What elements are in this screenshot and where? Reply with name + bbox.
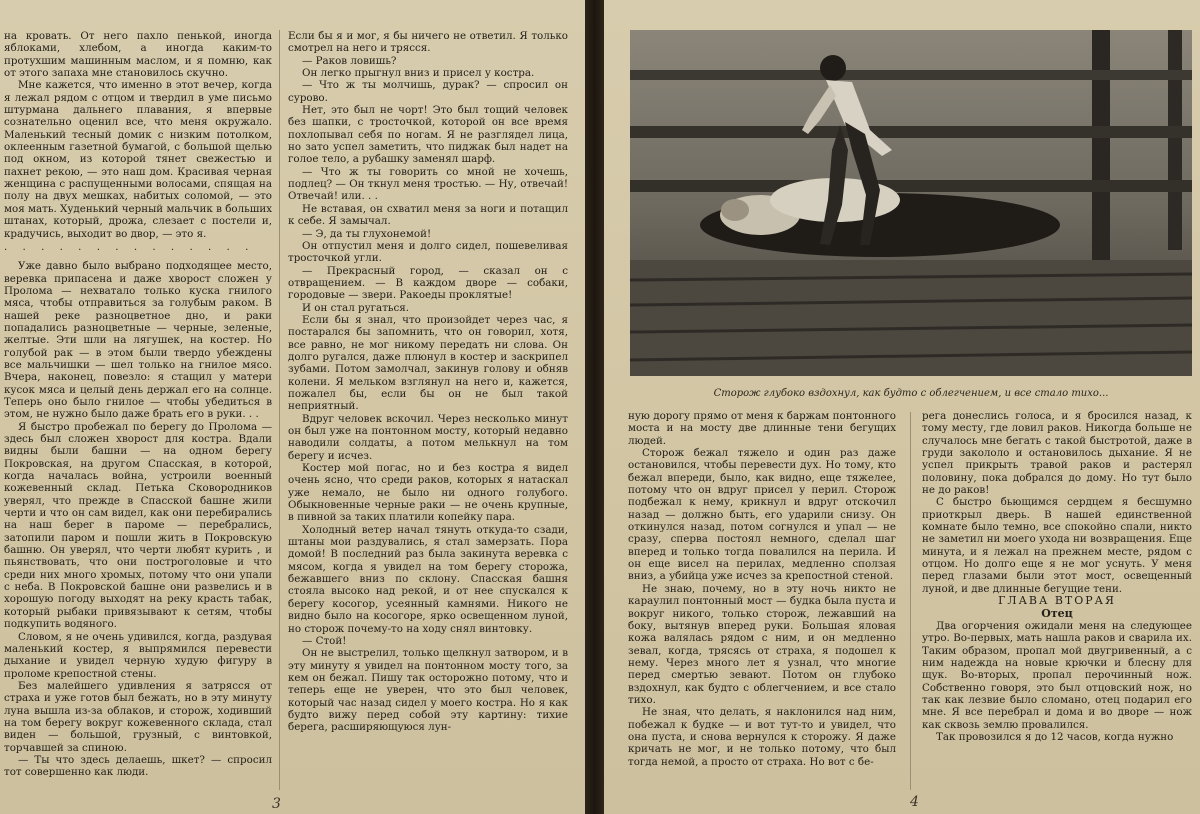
right-page [604, 0, 1200, 814]
page-number: 3 [272, 796, 281, 812]
paragraph: ную дорогу прямо от меня к баржам понтонного моста и на мосту две длинные тени бегущих людей. [628, 410, 896, 447]
paragraph: Он не выстрелил, только щелкнул затвором, и в эту минуту я увидел на понтонном мосту того, за кем он бежал. Пишу так осторожно потому, что и теперь еще не уверен, что это был человек, который час назад сидел у моего костра. Но я как будто вижу перед собой эту картину: тихие берега, расширяющуюся лун- [288, 647, 568, 734]
paragraph: — Стой! [302, 634, 347, 647]
paragraph: И он стал ругаться. [302, 301, 410, 314]
illustration-caption: Сторож глубоко вздохнул, как будто с облегчением, и все стало тихо... [713, 388, 1109, 399]
column-divider [279, 30, 280, 790]
paragraph: Если бы я знал, что произойдет через час, я постарался бы запомнить, что он говорил, хотя, все равно, не мог никому передать ни слова. Он долго ругался, даже плюнул в костер и заскрипел зубами. Потом замолчал, закинув голову и обняв колени. Я мельком взглянул на него и, кажется, пожалел бы, если бы он не был такой неприятный. [288, 313, 568, 413]
paragraph: — Ты что здесь делаешь, шкет? — спросил тот совершенно как люди. [4, 753, 272, 779]
paragraph: — Раков ловишь? [302, 54, 397, 67]
book-gutter [585, 0, 604, 814]
paragraph: Он отпустил меня и долго сидел, пошевеливая тросточкой угли. [288, 239, 568, 265]
paragraph: Холодный ветер начал тянуть откуда-то сзади, штаны мои раздувались, я стал замерзать. Пора домой! В последний раз была закинута веревка с мясом, когда я увидел на том берегу сторожа, бежавшего вниз по склону. Спасская башня стояла высоко над рекой, и от нее спускался к берегу косогор, усеянный камнями. Никого не видно было на косогоре, ярко освещенном луной, но сторож почему-то на ходу снял винтовку. [288, 523, 568, 635]
paragraph: рега донеслись голоса, и я бросился назад, к тому месту, где ловил раков. Никогда больше не случалось мне бегать с такой быстротой, даже в груди закололо и остановилось дыхание. Я не успел прикрыть травой раков и растерял половину, пока добрался до дому. Но тут было не до раков! [922, 410, 1192, 497]
paragraph: Костер мой погас, но и без костра я видел очень ясно, что среди раков, которых я натаскал уже немало, не было ни одного голубого. Обыкновенные черные раки — не очень крупные, в пивной за таких платили копейку пара. [288, 462, 568, 524]
paragraph: — Что ж ты молчишь, дурак? — спросил он сурово. [288, 79, 568, 104]
left-column-1 [4, 30, 272, 805]
paragraph: Он легко прыгнул вниз и присел у костра. [302, 67, 535, 80]
paragraph: — Э, да ты глухонемой! [302, 227, 432, 240]
illustration [630, 30, 1192, 376]
paragraph: Если бы я и мог, я бы ничего не ответил. Я только смотрел на него и трясся. [288, 30, 568, 55]
paragraph: Два огорчения ожидали меня на следующее утро. Во-первых, мать нашла раков и сварила их. Таким образом, пропал мой двугривенный, а с ним надежда на новые крючки и блесну для щук. Во-вторых, пропал перочинный нож. Собственно говоря, это был отцовский нож, но так как лезвие было сломано, отец подарил его мне. Я все перебрал и дома и во дворе — нож как сквозь землю провалился. [922, 619, 1192, 731]
left-column-2 [288, 30, 568, 805]
column-divider [910, 412, 911, 790]
paragraph: Не зная, что делать, я наклонился над ним, побежал к будке — и вот тут-то и увидел, что она пуста, и снова вернулся к сторожу. Я даже кричать не мог, и не только потому, что был тогда немой, а просто от страха. Но вот с бе- [628, 706, 896, 768]
paragraph: на кровать. От него пахло пенькой, иногда яблоками, хлебом, а иногда каким-то протухшим машинным маслом, и я помню, как от этого запаха мне становилось скучно. [4, 30, 272, 80]
right-column-2 [922, 410, 1192, 790]
chapter-title: Отец [1041, 606, 1073, 620]
paragraph: — Что ж ты говорить со мной не хочешь, подлец? — Он ткнул меня тростью. — Ну, отвечай! Отвечай! или. . . [288, 165, 568, 203]
paragraph: — Прекрасный город, — сказал он с отвращением. — В каждом дворе — собаки, городовые — звери. Ракоеды проклятые! [288, 264, 568, 302]
paragraph: Мне кажется, что именно в этот вечер, когда я лежал рядом с отцом и твердил в уме письмо штурмана дальнего плавания, я впервые сознательно оценил все, что меня окружало. Маленький тесный домик с низким потолком, оклеенным газетной бумагой, с большой щелью под окном, из которой тянет свежестью и пахнет рекою, — это наш дом. Красивая черная женщина с распущенными волосами, спящая на полу на двух мешках, набитых соломой, — это моя мать. Худенький черный мальчик в больших штанах, который, дрожа, слезает с постели и, крадучись, выходит во двор, — это я. [4, 79, 272, 240]
chapter-heading: ГЛАВА ВТОРАЯ [998, 594, 1116, 608]
paragraph: Нет, это был не чорт! Это был тощий человек без шапки, с тросточкой, которой он все время похлопывал себя по ногам. Я не разглядел лица, но зато успел заметить, что пиджак был надет на голое тело, а рубашку заменял шарф. [288, 104, 568, 166]
paragraph: Словом, я не очень удивился, когда, раздувая маленький костер, я выпрямился перевести дыхание и увидел черную худую фигуру в проломе крепостной стены. [4, 630, 272, 680]
paragraph: Не вставая, он схватил меня за ноги и потащил к себе. Я замычал. [288, 202, 568, 228]
paragraph: Вдруг человек вскочил. Через несколько минут он был уже на понтонном мосту, который недавно наводили солдаты, а потом мелькнул на том берегу и исчез. [288, 412, 568, 462]
illustration-image [630, 30, 1192, 376]
paragraph: С быстро бьющимся сердцем я бесшумно приоткрыл дверь. В нашей единственной комнате было темно, все спокойно спали, никто не заметил ни моего ухода ни возвращения. Еще минута, и я лежал на прежнем месте, рядом с отцом. Но долго еще я не мог уснуть. У меня перед глазами были этот мост, освещенный луной, и две длинные бегущие тени. [922, 496, 1192, 595]
paragraph: Сторож бежал тяжело и один раз даже остановился, чтобы перевести дух. Но тому, кто бежал впереди, было, как видно, еще тяжелее, потому что он вдруг присел у перил. Сторож подбежал к нему, крикнул и вдруг отскочил назад — должно быть, его ударили снизу. Он откинулся назад, потом согнулся и упал — не сразу, сперва постоял немного, сделал шаг вперед и только тогда повалился на перила. И он еще висел на перилах, медленно сползая вниз, а убийца уже исчез за крепостной стеной. [628, 447, 896, 583]
right-column-2-top [922, 410, 1192, 595]
right-column-2-bottom [922, 620, 1192, 743]
paragraph: . . . . . . . . . . . . . . [4, 240, 255, 253]
paragraph: Уже давно было выбрано подходящее место, веревка припасена и даже хворост сложен у Пролома — нехватало только куска гнилого мяса, чтобы отправиться за голубым раком. В нашей реке разноцветное дно, и раки попадались разноцветные — черные, зеленые, желтые. Эти шли на лягушек, на костер. Но голубой рак — в этом были твердо убеждены все мальчишки — шел только на гнилое мясо. Вчера, наконец, повезло: я стащил у матери кусок мяса и целый день держал его на солнце. Теперь оно было гнилое — чтобы убедиться в этом, не нужно было даже брать его в руки. . . [4, 260, 272, 421]
paragraph: Без малейшего удивления я затрясся от страха и уже готов был бежать, но в эту минуту луна вышла из-за облаков, и сторож, ходивший на том берегу вокруг кожевенного склада, стал виден — большой, грузный, с винтовкой, торчавшей за спиною. [4, 679, 272, 754]
paragraph: Так провозился я до 12 часов, когда нужно [936, 730, 1174, 743]
left-page [0, 0, 585, 814]
right-column-1 [628, 410, 896, 790]
page-number: 4 [910, 794, 919, 810]
paragraph: Не знаю, почему, но в эту ночь никто не караулил понтонный мост — будка была пуста и вокруг никого, только сторож, лежавший на боку, вытянув вперед руки. Большая яловая кожа валялась рядом с ним, и он медленно зевал, когда, трясясь от страха, я подошел к нему. Через много лет я узнал, что многие перед смертью зевают. Потом он глубоко вздохнул, как будто с облегчением, и все стало тихо. [628, 582, 896, 706]
paragraph: Я быстро пробежал по берегу до Пролома — здесь был сложен хворост для костра. Вдали видны были башни — на одном берегу Покровская, на другом Спасская, в которой, когда началась война, устроили военный кожевенный склад. Петька Сковородников уверял, что прежде в Спасской башне жили черти и что он сам видел, как они перебирались на наш берег в пароме — перебрались, затопили паром и пошли жить в Покровскую башню. Он уверял, что черти любят курить , и пьянствовать, что они построголовые и что среди них много хромых, потому что они упали с неба. В Покровской башне они развелись и в хорошую погоду выходят на реку красть табак, который рыбаки привязывают к сетям, чтобы подкупить водяного. [4, 420, 272, 631]
